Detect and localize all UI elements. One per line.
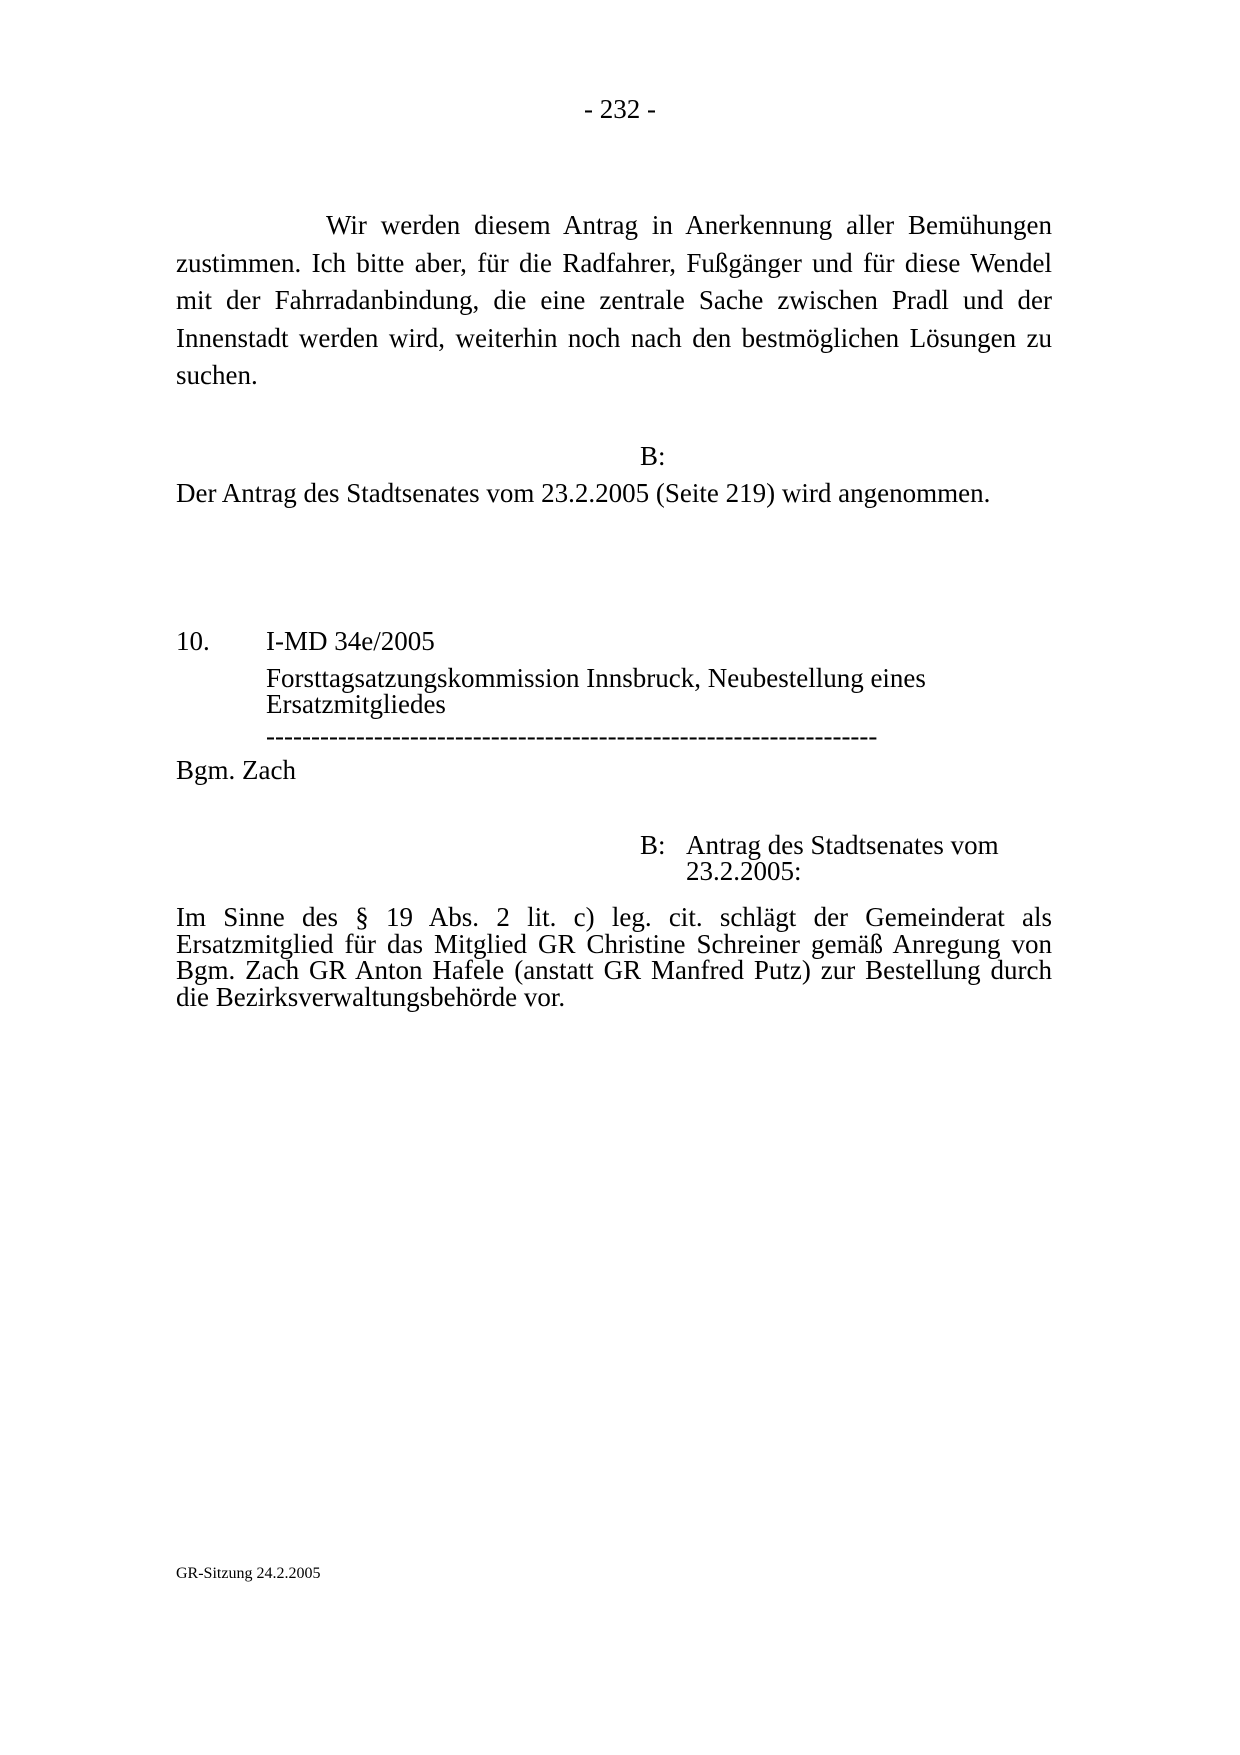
footer-session-date: GR-Sitzung 24.2.2005	[176, 1565, 321, 1582]
agenda-item-number: 10.	[176, 626, 210, 656]
speaker-name: Bgm. Zach	[176, 755, 296, 785]
intro-paragraph	[176, 207, 1052, 395]
page-number: - 232 -	[584, 94, 656, 124]
decision-1-label: B:	[640, 441, 666, 471]
agenda-item-title: Forsttagsatzungskommission Innsbruck, Neubestellung eines Ersatzmitgliedes	[266, 663, 926, 719]
intro-text: Wir werden diesem Antrag in Anerkennung aller Bemühungen zustimmen. Ich bitte aber, für die Radfahrer, Fußgänger und für diese Wendel mit der Fahrradanbindung, die eine zentrale Sache zwischen Pradl und der Innenstadt werden wird, weiterhin noch nach den bestmöglichen Lösungen zu suchen.	[176, 210, 1052, 390]
decision-2-text: Im Sinne des § 19 Abs. 2 lit. c) leg. cit. schlägt der Gemeinderat als Ersatzmitglied für das Mitglied GR Christine Schreiner gemäß Anregung von Bgm. Zach GR Anton Hafele (anstatt GR Manfred Putz) zur Bestellung durch die Bezirksverwaltungsbehörde vor.	[176, 902, 1052, 1012]
agenda-item-separator: --------------------------------------------------------------------	[266, 721, 878, 751]
decision-2-label: B:	[640, 830, 666, 860]
agenda-item-code: I-MD 34e/2005	[266, 626, 435, 656]
decision-2-heading: Antrag des Stadtsenates vom 23.2.2005:	[686, 830, 999, 886]
decision-1-text: Der Antrag des Stadtsenates vom 23.2.2005 (Seite 219) wird angenommen.	[176, 478, 991, 508]
